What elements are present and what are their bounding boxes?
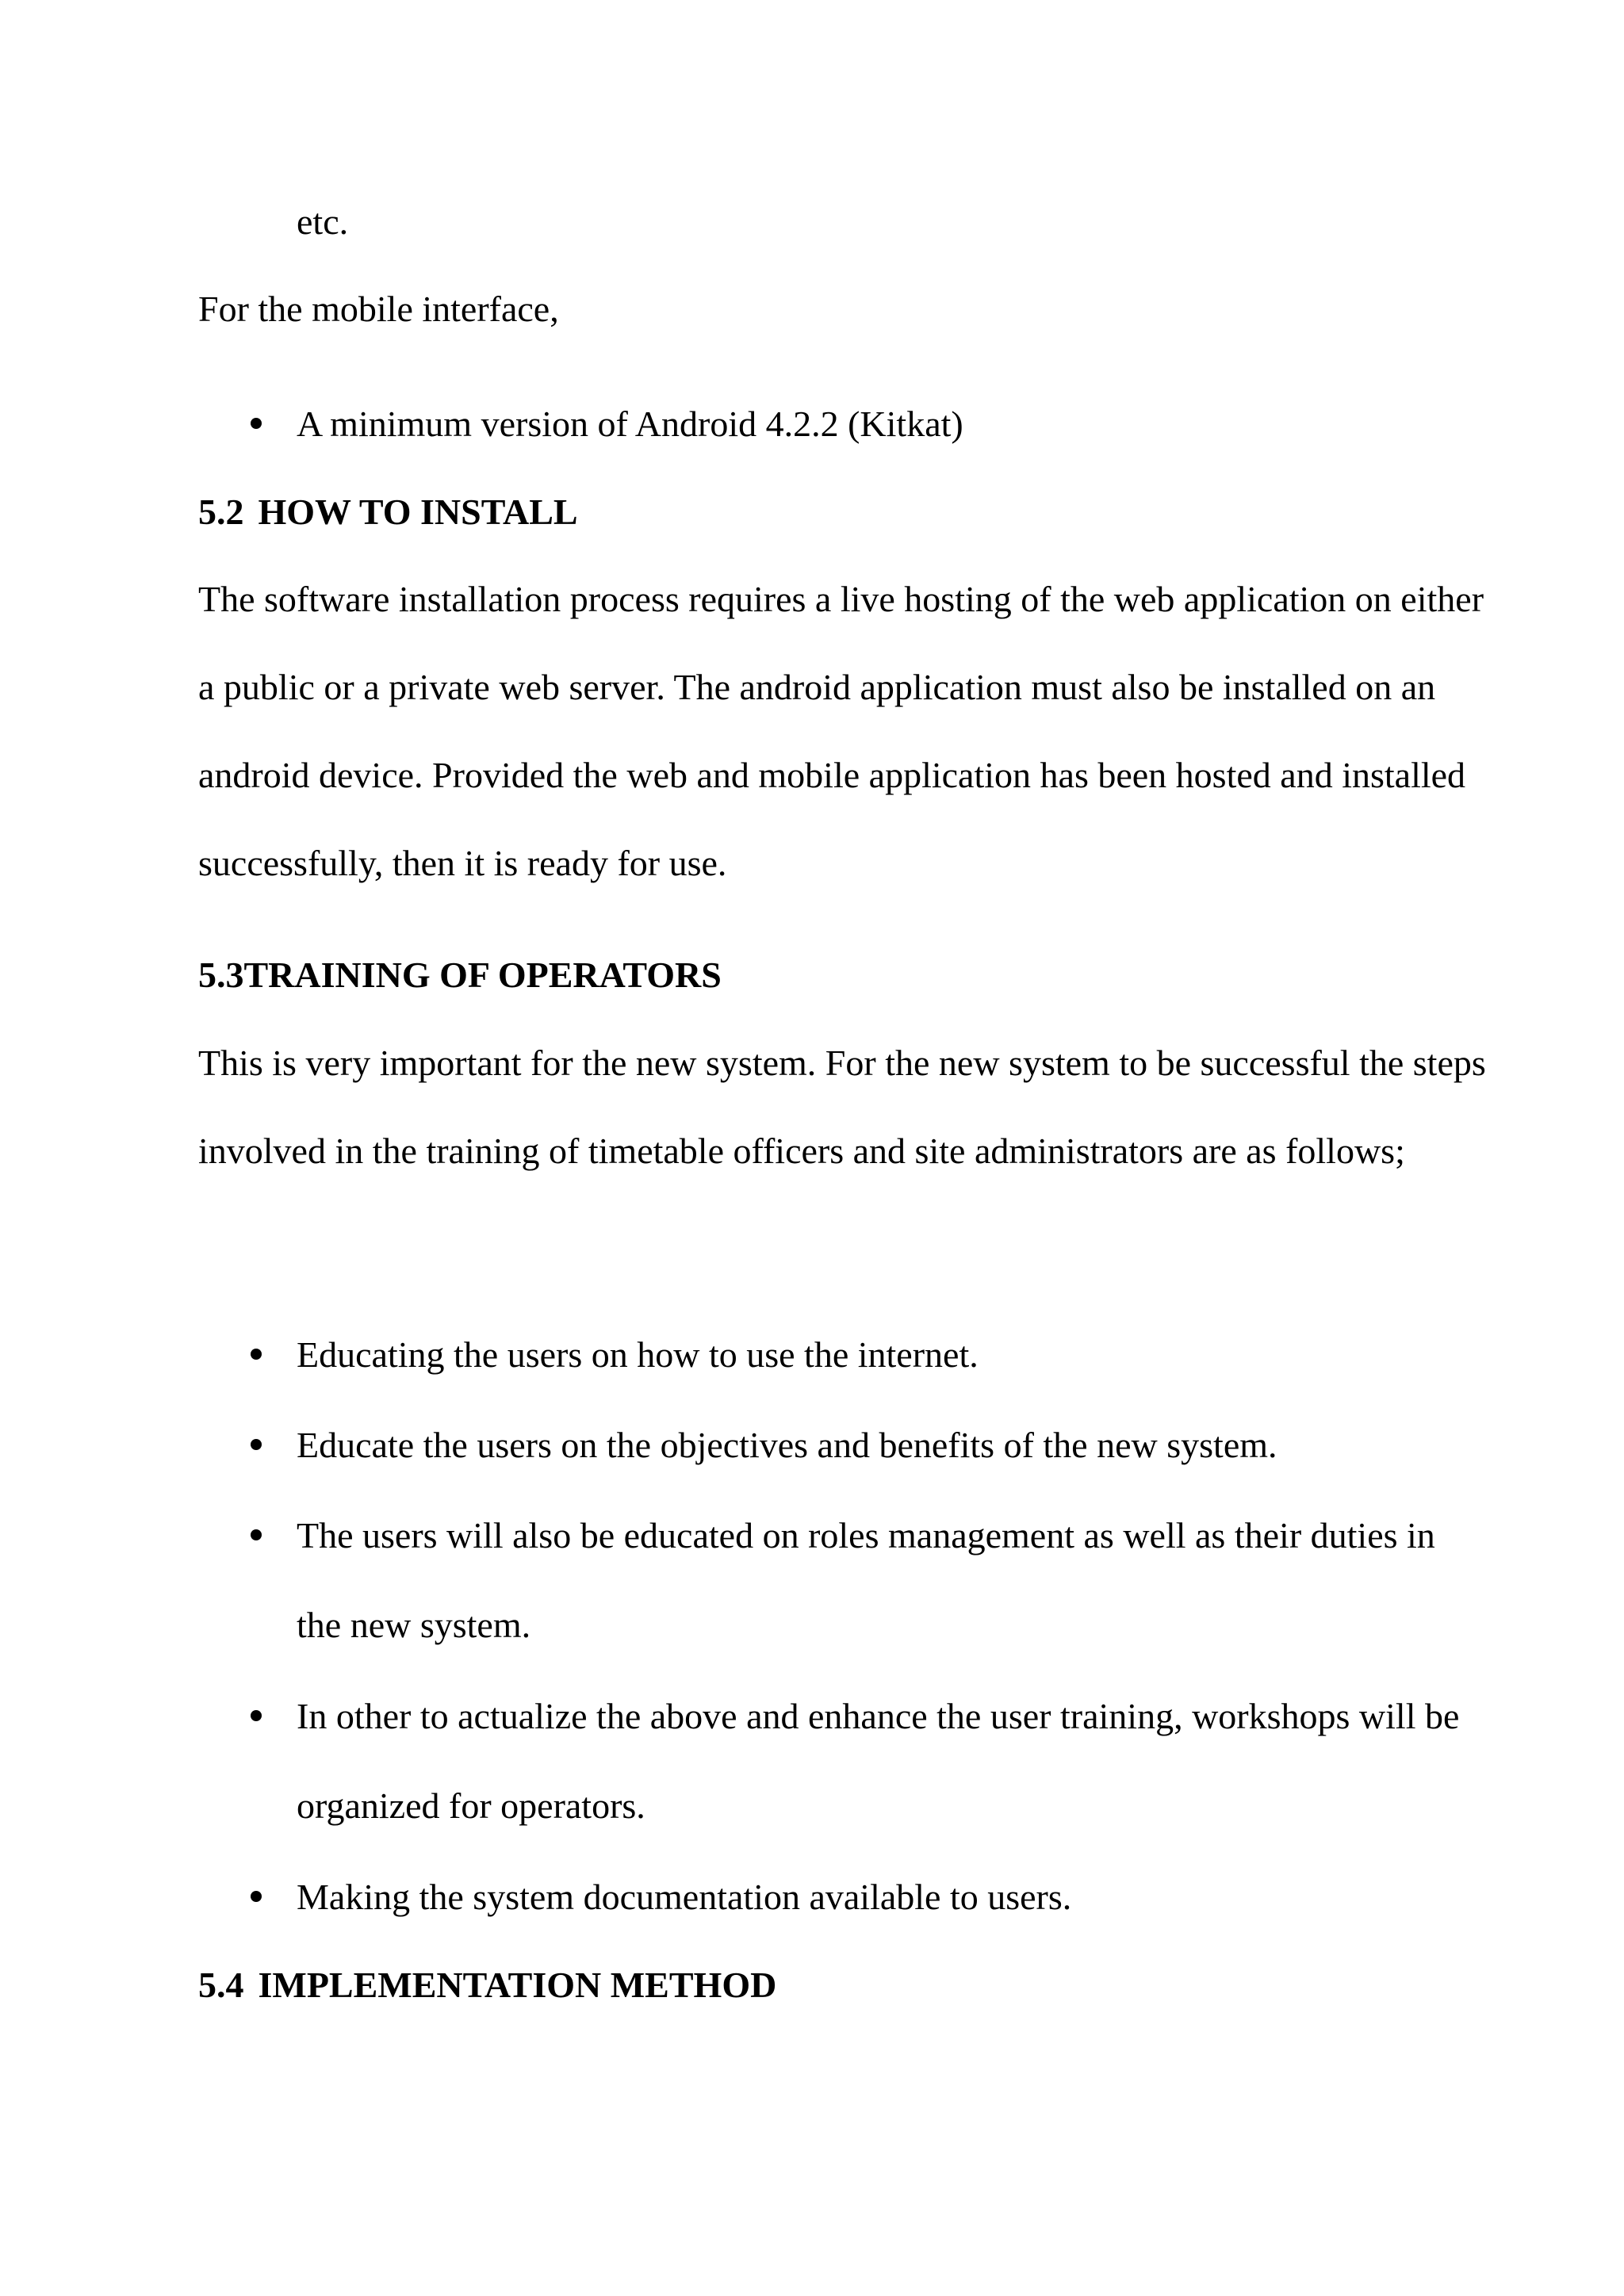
list-item-text: In other to actualize the above and enhance the user training, workshops will be organized for operators. xyxy=(297,1696,1460,1826)
section-title: IMPLEMENTATION METHOD xyxy=(258,1965,777,2005)
mobile-intro: For the mobile interface, xyxy=(198,289,559,329)
section-heading-5-4 xyxy=(198,1963,776,2007)
continuation-text: etc. xyxy=(297,201,349,242)
list-item-text: A minimum version of Android 4.2.2 (Kitkat) xyxy=(297,404,963,444)
bullet-icon xyxy=(251,418,262,429)
bullet-icon xyxy=(251,1891,262,1902)
section-title: HOW TO INSTALL xyxy=(258,492,578,532)
bullet-icon xyxy=(251,1529,262,1540)
section-heading-5-3 xyxy=(198,953,722,997)
section-title: TRAINING OF OPERATORS xyxy=(243,955,722,995)
list-item-text: The users will also be educated on roles management as well as their duties in the new system. xyxy=(297,1515,1435,1645)
list-item-text: Educate the users on the objectives and benefits of the new system. xyxy=(297,1425,1277,1465)
section-heading-5-2 xyxy=(198,490,578,534)
bullet-icon xyxy=(251,1710,262,1721)
list-item-text: Making the system documentation available to users. xyxy=(297,1877,1072,1917)
training-paragraph: This is very important for the new system. For the new system to be successful the steps involved in the training of timetable officers and site administrators are as follows; xyxy=(198,1043,1486,1171)
install-paragraph: The software installation process requires a live hosting of the web application on either a public or a private web server. The android application must also be installed on an android device. Provided the web and mobile application has been hosted and installed successfully, then it is ready for use. xyxy=(198,579,1484,883)
section-number: 5.2 xyxy=(198,492,244,532)
list-item-text: Educating the users on how to use the internet. xyxy=(297,1334,979,1375)
section-number: 5.4 xyxy=(198,1965,244,2005)
bullet-icon xyxy=(251,1439,262,1450)
bullet-icon xyxy=(251,1349,262,1360)
section-number: 5.3 xyxy=(198,955,244,995)
